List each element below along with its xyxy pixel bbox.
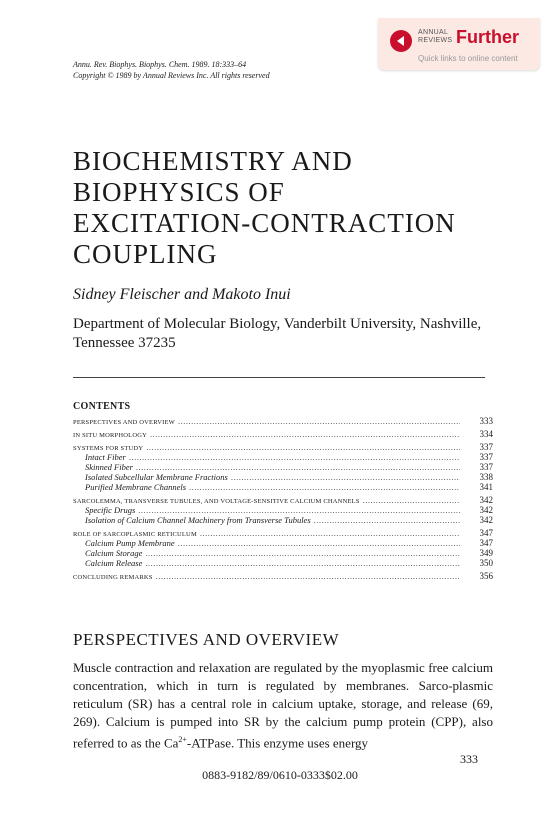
article-title [73, 146, 493, 270]
toc-entry-page: 342 [479, 515, 493, 525]
toc-entry-page: 337 [479, 462, 493, 472]
toc-leader-dots [145, 548, 460, 558]
toc-entry-page: 347 [479, 528, 493, 538]
page-number: 333 [460, 752, 478, 766]
footer-code: 0883-9182/89/0610-0333$02.00 [202, 768, 358, 782]
toc-subsection-entry[interactable] [73, 482, 493, 492]
toc-subsection-entry[interactable] [73, 515, 493, 525]
toc-section-entry[interactable] [73, 429, 493, 439]
annual-reviews-logo-icon [390, 30, 412, 52]
toc-section-entry[interactable] [73, 528, 493, 538]
running-head [73, 59, 270, 81]
toc-leader-dots [138, 505, 460, 515]
contents-heading: CONTENTS [73, 401, 131, 412]
toc-entry-label: ROLE OF SARCOPLASMIC RETICULUM [73, 531, 197, 538]
toc-entry-label: CONCLUDING REMARKS [73, 574, 153, 581]
toc-leader-dots [150, 429, 460, 439]
toc-entry-page: 342 [479, 505, 493, 515]
toc-entry-label: Isolation of Calcium Channel Machinery from Transverse Tubules [85, 515, 311, 525]
authors: Sidney Fleischer and Makoto Inui [73, 286, 291, 303]
title-line: BIOPHYSICS OF [73, 177, 285, 207]
title-line: EXCITATION-CONTRACTION [73, 208, 456, 238]
title-line: BIOCHEMISTRY AND [73, 146, 353, 176]
toc-entry-label: Calcium Pump Membrane [85, 538, 175, 548]
toc-entry-label: IN SITU MORPHOLOGY [73, 432, 148, 439]
toc-entry-label: Intact Fiber [85, 452, 126, 462]
toc-subsection-entry[interactable] [73, 452, 493, 462]
citation-line: Annu. Rev. Biophys. Biophys. Chem. 1989. 18:333–64 [73, 60, 247, 69]
toc-entry-page: 349 [479, 548, 493, 558]
toc-entry-label: PERSPECTIVES AND OVERVIEW [73, 419, 175, 426]
title-line: COUPLING [73, 239, 218, 269]
toc-leader-dots [146, 442, 460, 452]
table-of-contents [73, 416, 493, 581]
toc-leader-dots [129, 452, 460, 462]
further-banner[interactable] [378, 18, 540, 70]
toc-entry-page: 350 [479, 558, 493, 568]
toc-leader-dots [314, 515, 460, 525]
toc-subsection-entry[interactable] [73, 558, 493, 568]
toc-leader-dots [189, 482, 460, 492]
toc-section-entry[interactable] [73, 416, 493, 426]
toc-section-entry[interactable] [73, 495, 493, 505]
toc-entry-page: 338 [479, 472, 493, 482]
toc-subsection-entry[interactable] [73, 462, 493, 472]
banner-further-label[interactable]: Further [456, 27, 519, 47]
toc-entry-label: Skinned Fiber [85, 462, 133, 472]
toc-entry-page: 333 [479, 416, 493, 426]
toc-entry-page: 356 [479, 571, 493, 581]
toc-leader-dots [145, 558, 460, 568]
banner-publisher: ANNUAL REVIEWS [418, 29, 453, 44]
toc-entry-label: SARCOLEMMA, TRANSVERSE TUBULES, AND VOLTAGE-SENSITIVE CALCIUM CHANNELS [73, 498, 360, 505]
toc-leader-dots [363, 495, 460, 505]
divider [73, 377, 485, 378]
banner-subtitle: Quick links to online content [418, 54, 518, 63]
toc-subsection-entry[interactable] [73, 505, 493, 515]
toc-section-entry[interactable] [73, 442, 493, 452]
affiliation: Department of Molecular Biology, Vanderbilt University, Nashville, Tennessee 37235 [73, 316, 482, 351]
toc-subsection-entry[interactable] [73, 472, 493, 482]
toc-entry-label: Calcium Release [85, 558, 143, 568]
toc-subsection-entry[interactable] [73, 538, 493, 548]
toc-leader-dots [136, 462, 460, 472]
toc-section-entry[interactable] [73, 571, 493, 581]
toc-entry-label: Isolated Subcellular Membrane Fractions [85, 472, 228, 482]
toc-entry-page: 337 [479, 442, 493, 452]
toc-entry-label: SYSTEMS FOR STUDY [73, 445, 144, 452]
toc-entry-page: 347 [479, 538, 493, 548]
toc-leader-dots [200, 528, 460, 538]
toc-entry-page: 334 [479, 429, 493, 439]
toc-leader-dots [156, 571, 460, 581]
toc-entry-page: 342 [479, 495, 493, 505]
body-paragraph: Muscle contraction and relaxation are regulated by the myoplasmic free calcium concentration, which in turn is regulated by membranes. Sarco-plasmic reticulum (SR) has a central role in calcium uptake, storage, and release (69, 269). Calcium is pumped into SR by the calcium pump protein (CPP), also referred to as the $Ca^{2+}$-ATPase. This enzyme uses energy [73, 660, 493, 751]
toc-subsection-entry[interactable] [73, 548, 493, 558]
toc-leader-dots [178, 538, 460, 548]
toc-entry-label: Purified Membrane Channels [85, 482, 187, 492]
toc-entry-page: 341 [479, 482, 493, 492]
toc-entry-label: Calcium Storage [85, 548, 143, 558]
toc-leader-dots [178, 416, 460, 426]
toc-leader-dots [231, 472, 460, 482]
toc-entry-label: Specific Drugs [85, 505, 136, 515]
section-heading: PERSPECTIVES AND OVERVIEW [73, 630, 340, 649]
toc-entry-page: 337 [479, 452, 493, 462]
copyright-line: Copyright © 1989 by Annual Reviews Inc. All rights reserved [73, 71, 270, 80]
